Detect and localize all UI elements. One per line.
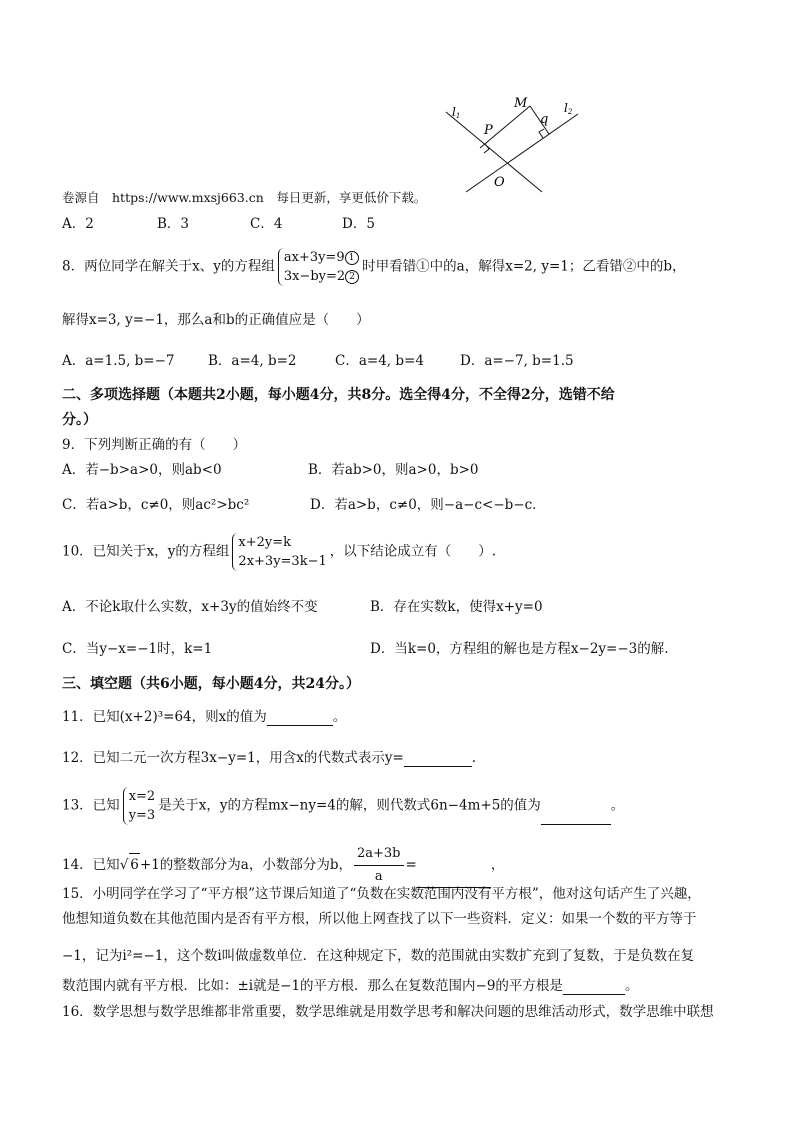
label-M: M bbox=[514, 96, 528, 111]
q15-line2: 他想知道负数在其他范围内是否有平方根，所以他上网查找了以下一些资料．定义：如果一个数的平方等于 bbox=[62, 911, 697, 927]
q12-text: 12．已知二元一次方程3x−y=1，用含x的代数式表示y= . bbox=[62, 750, 477, 766]
q15-line1: 15．小明同学在学习了“平方根”这节课后知道了“负数在实数范围内没有平方根”，他对这句话产生了兴趣， bbox=[62, 886, 701, 902]
q9-option-c: C．若a>b，c≠0，则ac²>bc² bbox=[62, 497, 250, 513]
q10-equation-system: x+2y=k 2x+3y=3k−1 bbox=[232, 533, 326, 571]
watermark-text: 卷源自 https://www.mxsj663.cn 每日更新，享更低价下载。 bbox=[62, 190, 427, 205]
q16-line1: 16．数学思想与数学思维都非常重要，数学思维就是用数学思考和解决问题的思维活动形式，数学思维中联想 bbox=[62, 1004, 714, 1020]
q10-option-c: C．当y−x=−1时，k=1 bbox=[62, 641, 213, 657]
label-l2: l2 bbox=[564, 101, 573, 116]
q8-stem: 8．两位同学在解关于x、y的方程组 ax+3y=9 1 3x−by=2 2 时甲看错①中的a，解得x=2, y=1；乙看错②中的b， bbox=[62, 250, 686, 284]
q11-answer-blank[interactable] bbox=[267, 711, 333, 726]
section-2-title: 二、多项选择题（本题共2小题，每小题4分，共8分。选全得4分，不全得2分，选错不给 bbox=[62, 387, 615, 403]
q7-option-d: D．5 bbox=[342, 216, 375, 232]
right-angle-mark-q bbox=[539, 129, 544, 138]
q7-option-c: C．4 bbox=[250, 216, 283, 232]
label-P: P bbox=[484, 123, 493, 138]
right-angle-mark-P bbox=[484, 144, 489, 153]
q8-option-b: B．a=4, b=2 bbox=[208, 353, 297, 369]
q14-text: 14．已知√ 6+1的整数部分为a，小数部分为b， $\frac{2a+3b}{a}$ = ， bbox=[62, 843, 504, 888]
q11-text: 11．已知(x+2)³=64，则x的值为 。 bbox=[62, 709, 347, 725]
section-3-title: 三、填空题（共6小题，每小题4分，共24分。） bbox=[62, 676, 360, 692]
q9-option-b: B．若ab>0，则a>0，b>0 bbox=[308, 462, 479, 478]
q9-option-a: A．若−b>a>0，则ab<0 bbox=[62, 462, 222, 478]
label-O: O bbox=[494, 175, 505, 190]
q10-option-b: B．存在实数k，使得x+y=0 bbox=[370, 599, 543, 615]
q8-option-c: C．a=4, b=4 bbox=[335, 353, 424, 369]
section-2-title-line2: 分。） bbox=[62, 412, 97, 428]
q10-stem: 10．已知关于x，y的方程组 x+2y=k 2x+3y=3k−1 ，以下结论成立有（ ）. bbox=[62, 535, 497, 569]
q8-stem-line2: 解得x=3, y=−1，那么a和b的正确值应是（ ） bbox=[62, 312, 370, 328]
q15-answer-blank[interactable] bbox=[563, 980, 625, 995]
q15-line4: 数范围内就有平方根．比如：±i就是−1的平方根．那么在复数范围内−9的平方根是 。 bbox=[62, 978, 639, 994]
q8-option-a: A．a=1.5, b=−7 bbox=[62, 353, 175, 369]
q12-answer-blank[interactable] bbox=[404, 752, 472, 767]
q8-option-d: D．a=−7, b=1.5 bbox=[460, 353, 574, 369]
q9-option-d: D．若a>b，c≠0，则−a−c<−b−c． bbox=[310, 497, 546, 513]
q10-option-d: D．当k=0，方程组的解也是方程x−2y=−3的解. bbox=[370, 641, 669, 657]
geometry-figure bbox=[440, 92, 590, 197]
label-q: q bbox=[540, 112, 549, 127]
q7-option-b: B．3 bbox=[157, 216, 190, 232]
q13-answer-blank[interactable] bbox=[541, 810, 611, 825]
q13-equation-system: x=2 y=3 bbox=[123, 787, 156, 825]
q9-stem: 9．下列判断正确的有（ ） bbox=[62, 437, 247, 453]
q15-line3: −1，记为i²=−1，这个数i叫做虚数单位．在这种规定下，数的范围就由实数扩充到了复数，于是负数在复 bbox=[62, 948, 695, 964]
q8-equation-system: ax+3y=9 1 3x−by=2 2 bbox=[278, 248, 359, 286]
line-l2 bbox=[466, 114, 578, 192]
q14-fraction: $\frac{2a+3b}{a}$ bbox=[354, 843, 404, 888]
label-l1: l1 bbox=[452, 105, 461, 120]
q10-option-a: A．不论k取什么实数，x+3y的值始终不变 bbox=[62, 599, 318, 615]
q7-option-a: A．2 bbox=[62, 216, 94, 232]
q13-text: 13．已知 x=2 y=3 是关于x，y的方程mx−ny=4的解，则代数式6n−4m+5的值为 。 bbox=[62, 789, 625, 823]
